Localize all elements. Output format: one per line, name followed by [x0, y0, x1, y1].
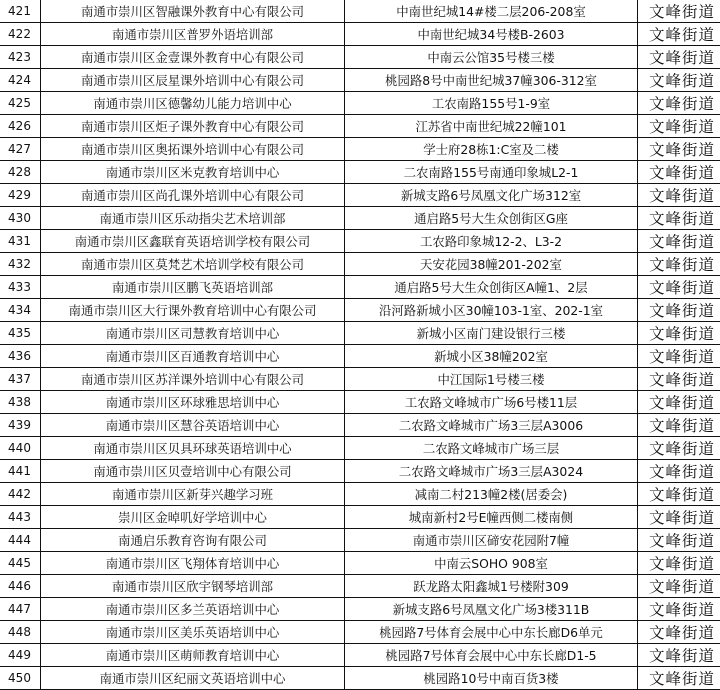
table-row — [0, 644, 720, 667]
table-row — [0, 299, 720, 322]
institution-address: 跃龙路太阳鑫城1号楼附309 — [345, 575, 638, 598]
row-number: 421 — [0, 0, 41, 23]
street-name: 文峰街道 — [638, 529, 720, 552]
institution-address: 二农路文峰城市广场3三层A3006 — [345, 414, 638, 437]
institution-name: 南通市崇川区莫梵艺术培训学校有限公司 — [41, 253, 345, 276]
institution-name: 南通市崇川区贝壹培训中心有限公司 — [41, 460, 345, 483]
table-row — [0, 414, 720, 437]
institution-name: 南通市崇川区金壹课外教育中心有限公司 — [41, 46, 345, 69]
row-number: 439 — [0, 414, 41, 437]
institution-address: 通启路5号大生众创街区A幢1、2层 — [345, 276, 638, 299]
street-name: 文峰街道 — [638, 230, 720, 253]
table-row — [0, 483, 720, 506]
row-number: 423 — [0, 46, 41, 69]
row-number: 446 — [0, 575, 41, 598]
street-name: 文峰街道 — [638, 414, 720, 437]
institution-address: 二农南路155号南通印象城L2-1 — [345, 161, 638, 184]
table-row — [0, 460, 720, 483]
institution-address: 学士府28栋1:C室及二楼 — [345, 138, 638, 161]
institution-name: 南通市崇川区普罗外语培训部 — [41, 23, 345, 46]
street-name: 文峰街道 — [638, 345, 720, 368]
table-row — [0, 667, 720, 690]
table-row — [0, 115, 720, 138]
institution-name: 南通市崇川区鹏飞英语培训部 — [41, 276, 345, 299]
table-row — [0, 207, 720, 230]
street-name: 文峰街道 — [638, 299, 720, 322]
street-name: 文峰街道 — [638, 621, 720, 644]
table-row — [0, 391, 720, 414]
table-row — [0, 552, 720, 575]
institution-name: 南通市崇川区新芽兴趣学习班 — [41, 483, 345, 506]
institution-address: 新城支路6号凤凰文化广场3楼311B — [345, 598, 638, 621]
street-name: 文峰街道 — [638, 207, 720, 230]
table-row — [0, 69, 720, 92]
institution-address: 中南世纪城34号楼B-2603 — [345, 23, 638, 46]
street-name: 文峰街道 — [638, 46, 720, 69]
institution-name: 南通市崇川区多兰英语培训中心 — [41, 598, 345, 621]
institution-address: 桃园路10号中南百货3楼 — [345, 667, 638, 690]
row-number: 426 — [0, 115, 41, 138]
table-row — [0, 46, 720, 69]
institution-address: 桃园路7号体育会展中心中东长廊D6单元 — [345, 621, 638, 644]
institution-address: 中南云SOHO 908室 — [345, 552, 638, 575]
street-name: 文峰街道 — [638, 575, 720, 598]
row-number: 427 — [0, 138, 41, 161]
institution-name: 南通市崇川区司慧教育培训中心 — [41, 322, 345, 345]
table-row — [0, 0, 720, 23]
institution-address: 中南世纪城14#楼二层206-208室 — [345, 0, 638, 23]
institution-name: 南通启乐教育咨询有限公司 — [41, 529, 345, 552]
street-name: 文峰街道 — [638, 184, 720, 207]
table-row — [0, 184, 720, 207]
row-number: 433 — [0, 276, 41, 299]
table-row — [0, 506, 720, 529]
institution-address: 新城小区38幢202室 — [345, 345, 638, 368]
institution-address: 工农路印象城12-2、L3-2 — [345, 230, 638, 253]
table-row — [0, 138, 720, 161]
street-name: 文峰街道 — [638, 0, 720, 23]
institution-name: 南通市崇川区炬子课外教育中心有限公司 — [41, 115, 345, 138]
street-name: 文峰街道 — [638, 161, 720, 184]
institution-address: 减南二村213幢2楼(居委会) — [345, 483, 638, 506]
table-row — [0, 92, 720, 115]
institution-name: 南通市崇川区环球雅思培训中心 — [41, 391, 345, 414]
street-name: 文峰街道 — [638, 92, 720, 115]
row-number: 440 — [0, 437, 41, 460]
street-name: 文峰街道 — [638, 253, 720, 276]
table-row — [0, 529, 720, 552]
institution-address: 二农路文峰城市广场3三层A3024 — [345, 460, 638, 483]
table-row — [0, 368, 720, 391]
row-number: 437 — [0, 368, 41, 391]
institution-address: 中南云公馆35号楼三楼 — [345, 46, 638, 69]
institution-name: 南通市崇川区苏洋课外培训中心有限公司 — [41, 368, 345, 391]
institution-name: 南通市崇川区辰星课外培训中心有限公司 — [41, 69, 345, 92]
row-number: 448 — [0, 621, 41, 644]
institution-address: 桃园路7号体育会展中心中东长廊D1-5 — [345, 644, 638, 667]
street-name: 文峰街道 — [638, 23, 720, 46]
table-row — [0, 230, 720, 253]
street-name: 文峰街道 — [638, 368, 720, 391]
table-row — [0, 322, 720, 345]
row-number: 430 — [0, 207, 41, 230]
row-number: 424 — [0, 69, 41, 92]
institution-address: 南通市崇川区碲安花园附7幢 — [345, 529, 638, 552]
table-row — [0, 598, 720, 621]
table-row — [0, 23, 720, 46]
street-name: 文峰街道 — [638, 322, 720, 345]
street-name: 文峰街道 — [638, 276, 720, 299]
institution-name: 南通市崇川区萌师教育培训中心 — [41, 644, 345, 667]
row-number: 432 — [0, 253, 41, 276]
row-number: 438 — [0, 391, 41, 414]
row-number: 431 — [0, 230, 41, 253]
street-name: 文峰街道 — [638, 69, 720, 92]
institution-name: 南通市崇川区鑫联育英语培训学校有限公司 — [41, 230, 345, 253]
institution-address: 天安花园38幢201-202室 — [345, 253, 638, 276]
institution-address: 城南新村2号E幢西侧二楼南侧 — [345, 506, 638, 529]
institution-name: 南通市崇川区米克教育培训中心 — [41, 161, 345, 184]
institution-name: 南通市崇川区德馨幼儿能力培训中心 — [41, 92, 345, 115]
street-name: 文峰街道 — [638, 437, 720, 460]
street-name: 文峰街道 — [638, 644, 720, 667]
institution-name: 南通市崇川区智融课外教育中心有限公司 — [41, 0, 345, 23]
institution-name: 南通市崇川区飞翔体育培训中心 — [41, 552, 345, 575]
street-name: 文峰街道 — [638, 115, 720, 138]
institution-address: 沿河路新城小区30幢103-1室、202-1室 — [345, 299, 638, 322]
institution-name: 南通市崇川区乐动指尖艺术培训部 — [41, 207, 345, 230]
table-row — [0, 621, 720, 644]
row-number: 436 — [0, 345, 41, 368]
institution-address: 桃园路8号中南世纪城37幢306-312室 — [345, 69, 638, 92]
institution-name: 崇川区金晫叽好学培训中心 — [41, 506, 345, 529]
institution-address: 新城支路6号凤凰文化广场312室 — [345, 184, 638, 207]
street-name: 文峰街道 — [638, 483, 720, 506]
street-name: 文峰街道 — [638, 506, 720, 529]
street-name: 文峰街道 — [638, 552, 720, 575]
institution-name: 南通市崇川区美乐英语培训中心 — [41, 621, 345, 644]
row-number: 444 — [0, 529, 41, 552]
row-number: 435 — [0, 322, 41, 345]
row-number: 422 — [0, 23, 41, 46]
table-row — [0, 161, 720, 184]
institution-address: 江苏省中南世纪城22幢101 — [345, 115, 638, 138]
row-number: 428 — [0, 161, 41, 184]
institution-address: 二农路文峰城市广场三层 — [345, 437, 638, 460]
row-number: 443 — [0, 506, 41, 529]
institution-name: 南通市崇川区贝具环球英语培训中心 — [41, 437, 345, 460]
institution-address: 工农南路155号1-9室 — [345, 92, 638, 115]
institution-address: 工农路文峰城市广场6号楼11层 — [345, 391, 638, 414]
row-number: 429 — [0, 184, 41, 207]
table-row — [0, 575, 720, 598]
row-number: 441 — [0, 460, 41, 483]
table-row — [0, 253, 720, 276]
institution-name: 南通市崇川区纪丽文英语培训中心 — [41, 667, 345, 690]
institution-name: 南通市崇川区欣宇钢琴培训部 — [41, 575, 345, 598]
street-name: 文峰街道 — [638, 460, 720, 483]
institution-name: 南通市崇川区奥拓课外培训中心有限公司 — [41, 138, 345, 161]
row-number: 447 — [0, 598, 41, 621]
row-number: 450 — [0, 667, 41, 690]
institution-name: 南通市崇川区大行课外教育培训中心有限公司 — [41, 299, 345, 322]
institution-address: 通启路5号大生众创街区G座 — [345, 207, 638, 230]
row-number: 434 — [0, 299, 41, 322]
street-name: 文峰街道 — [638, 667, 720, 690]
row-number: 449 — [0, 644, 41, 667]
institution-name: 南通市崇川区百通教育培训中心 — [41, 345, 345, 368]
table-row — [0, 276, 720, 299]
table-row — [0, 345, 720, 368]
institution-address: 中江国际1号楼三楼 — [345, 368, 638, 391]
table-row — [0, 437, 720, 460]
row-number: 445 — [0, 552, 41, 575]
row-number: 425 — [0, 92, 41, 115]
street-name: 文峰街道 — [638, 391, 720, 414]
institution-address: 新城小区南门建设银行三楼 — [345, 322, 638, 345]
row-number: 442 — [0, 483, 41, 506]
street-name: 文峰街道 — [638, 598, 720, 621]
street-name: 文峰街道 — [638, 138, 720, 161]
institution-name: 南通市崇川区慧谷英语培训中心 — [41, 414, 345, 437]
institution-name: 南通市崇川区尚孔课外培训中心有限公司 — [41, 184, 345, 207]
